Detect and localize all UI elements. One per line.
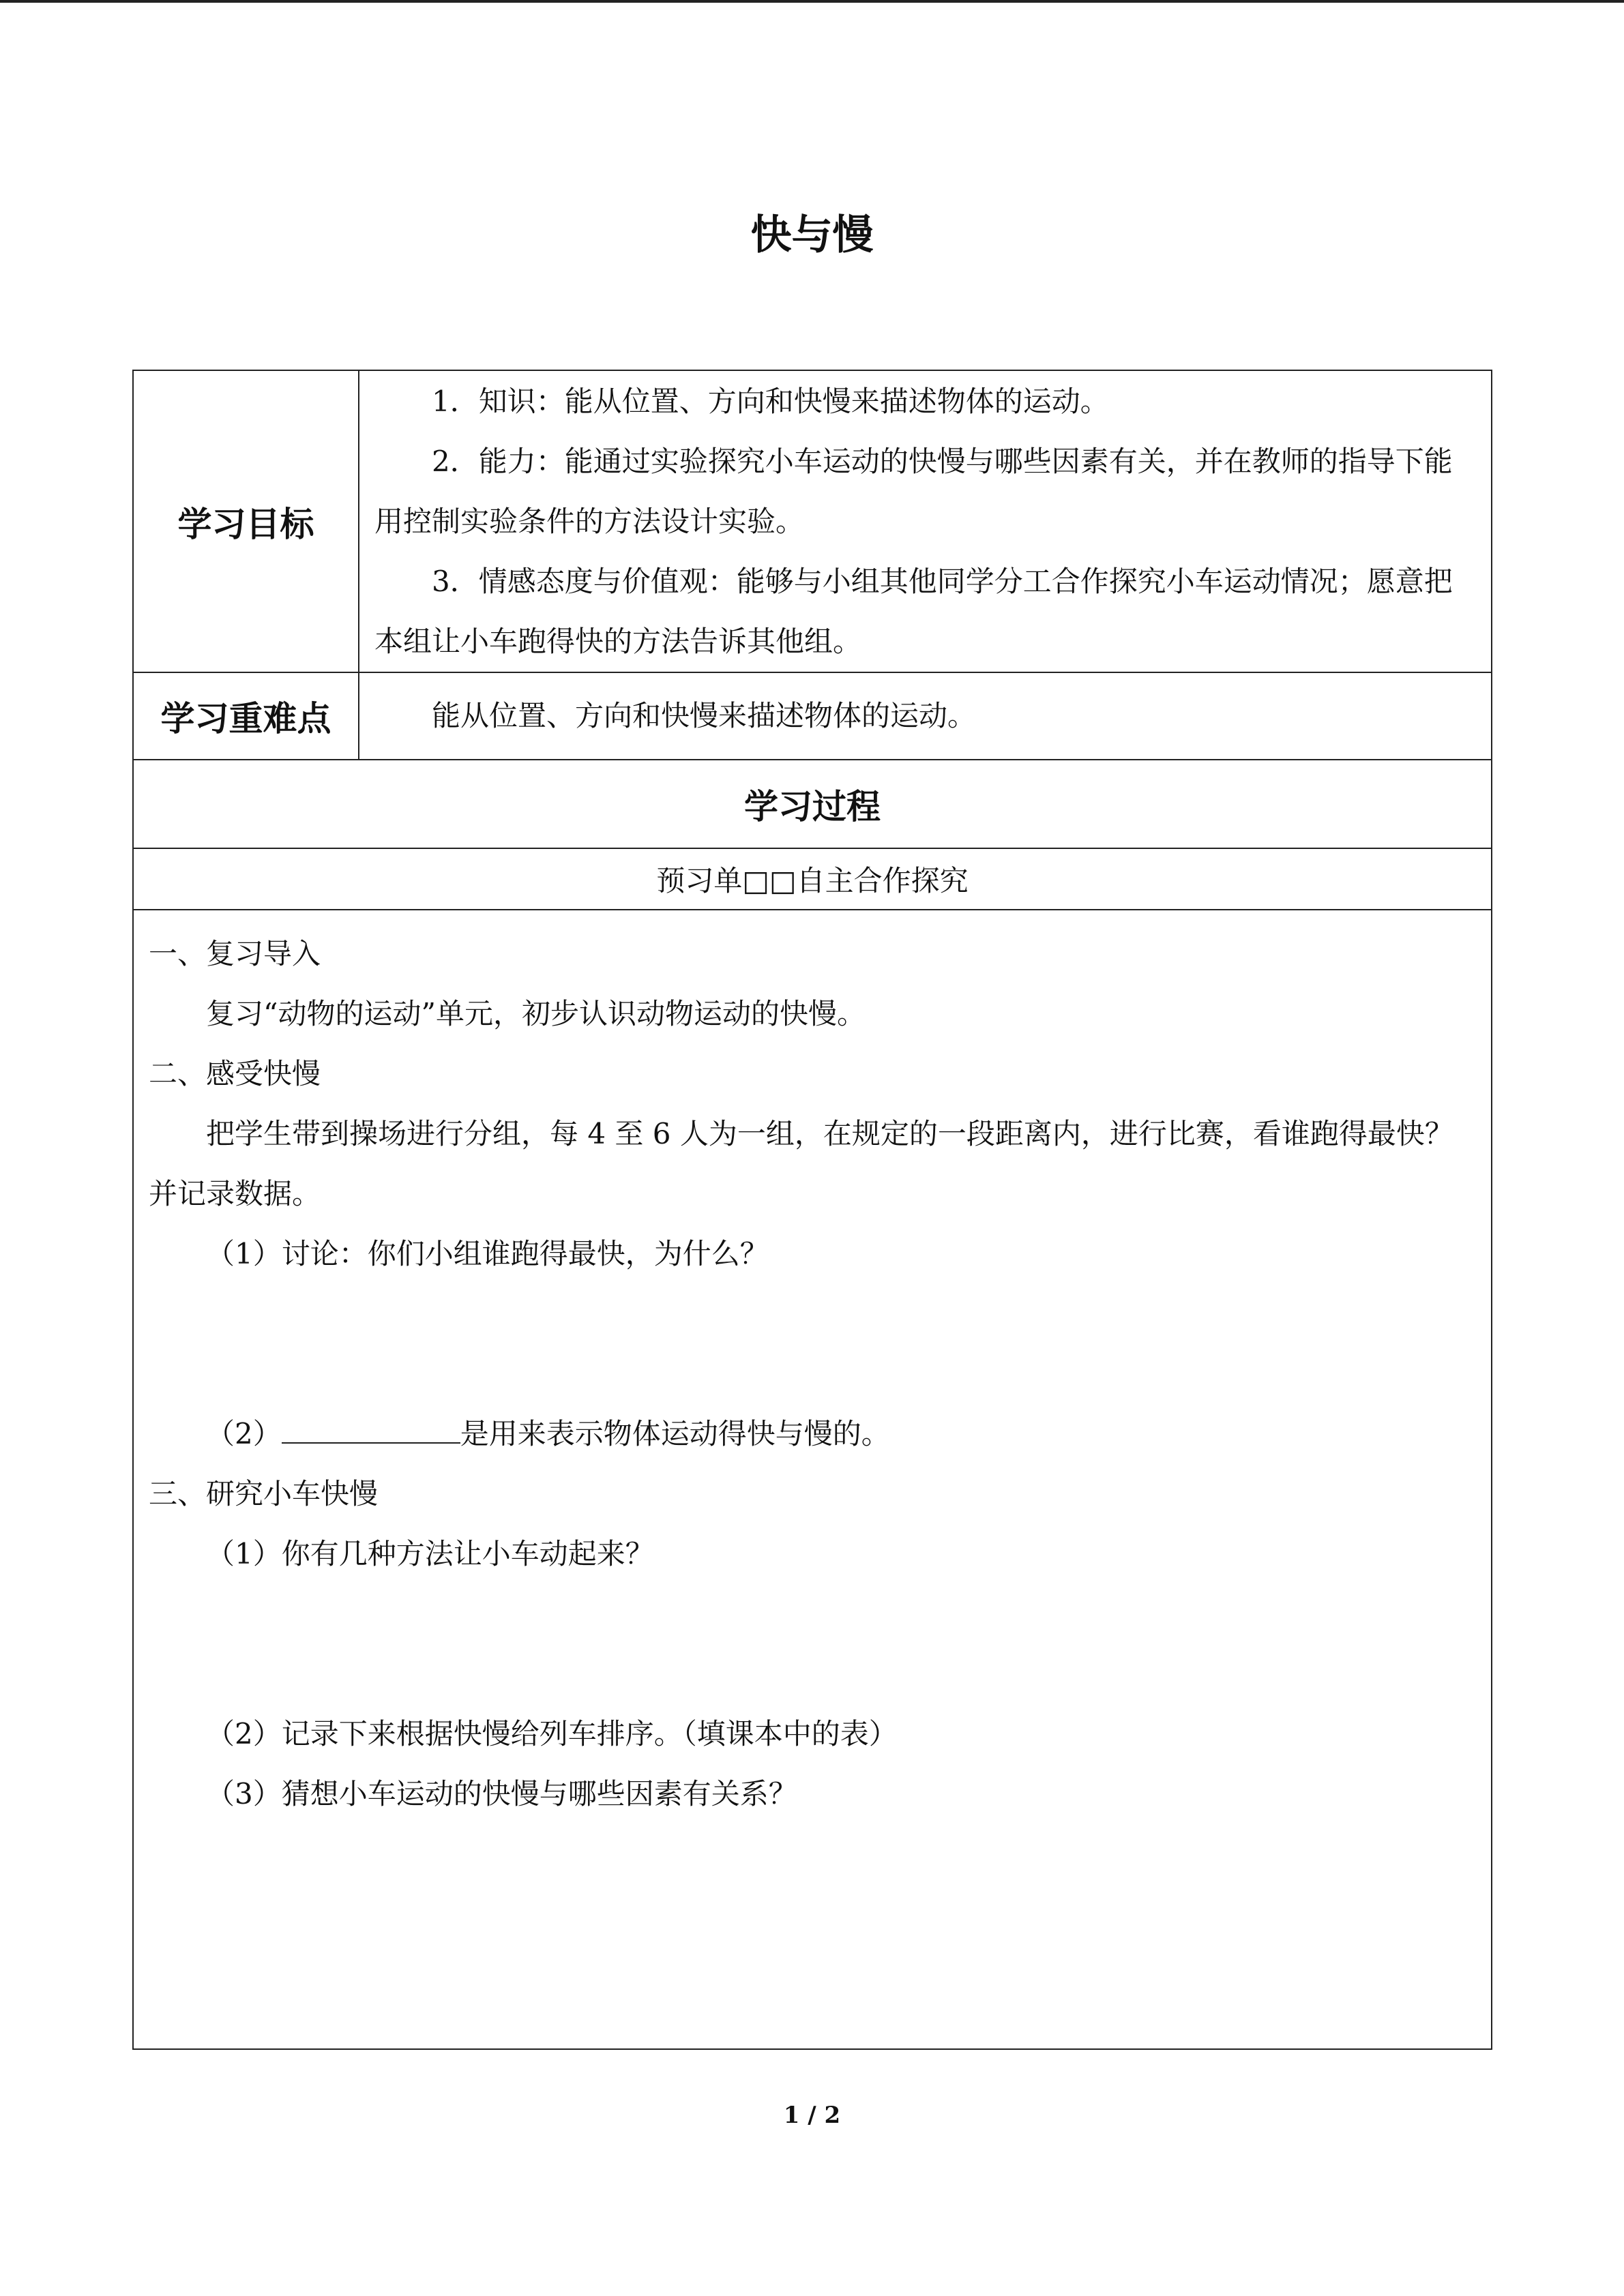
objective-item-3: 3．情感态度与价值观：能够与小组其他同学分工合作探究小车运动情况；愿意把本组让小车跑得快的方法告诉其他组。 <box>374 564 1453 658</box>
answer-space-2 <box>149 1584 1476 1704</box>
section3-question-1: （1）你有几种方法让小车动起来？ <box>206 1537 654 1570</box>
objective-item-2: 2．能力：能通过实验探究小车运动的快慢与哪些因素有关，并在教师的指导下能用控制实验条件的方法设计实验。 <box>374 444 1453 538</box>
fill-in-blank[interactable] <box>282 1415 460 1444</box>
objectives-content <box>359 370 1492 672</box>
process-body-row <box>133 910 1492 2049</box>
q2-prefix: （2） <box>206 1417 282 1450</box>
objective-item-1: 1．知识：能从位置、方向和快慢来描述物体的运动。 <box>432 384 1109 418</box>
section2-heading: 二、感受快慢 <box>149 1057 321 1090</box>
page-number: 1 / 2 <box>783 2102 841 2129</box>
section2-question-2 <box>149 1404 1476 1464</box>
section1-heading: 一、复习导入 <box>149 937 321 970</box>
key-points-text: 能从位置、方向和快慢来描述物体的运动。 <box>432 699 977 732</box>
process-subheader-row <box>133 848 1492 910</box>
q2-suffix: 是用来表示物体运动得快与慢的。 <box>460 1417 890 1450</box>
key-points-row <box>133 672 1492 760</box>
process-subheader: 预习单□□自主合作探究 <box>133 848 1492 910</box>
section2-question-1: （1）讨论：你们小组谁跑得最快，为什么？ <box>206 1237 769 1270</box>
section2-text: 把学生带到操场进行分组，每 4 至 6 人为一组，在规定的一段距离内，进行比赛，看谁跑得最快？并记录数据。 <box>149 1117 1453 1210</box>
answer-space-1 <box>149 1284 1476 1404</box>
key-points-content <box>359 672 1492 760</box>
document-title: 快与慢 <box>750 211 874 259</box>
section1-text: 复习“动物的运动”单元，初步认识动物运动的快慢。 <box>206 997 866 1030</box>
section3-heading: 三、研究小车快慢 <box>149 1477 379 1510</box>
process-header-row <box>133 760 1492 848</box>
section3-question-2: （2）记录下来根据快慢给列车排序。（填课本中的表） <box>206 1717 898 1750</box>
process-body <box>133 910 1492 2049</box>
key-points-label: 学习重难点 <box>133 672 359 760</box>
objectives-label: 学习目标 <box>133 370 359 672</box>
top-border-rule <box>0 0 1624 3</box>
process-header: 学习过程 <box>133 760 1492 848</box>
lesson-plan-table <box>132 370 1492 2050</box>
section3-question-3: （3）猜想小车运动的快慢与哪些因素有关系？ <box>206 1777 797 1810</box>
objectives-row <box>133 370 1492 672</box>
